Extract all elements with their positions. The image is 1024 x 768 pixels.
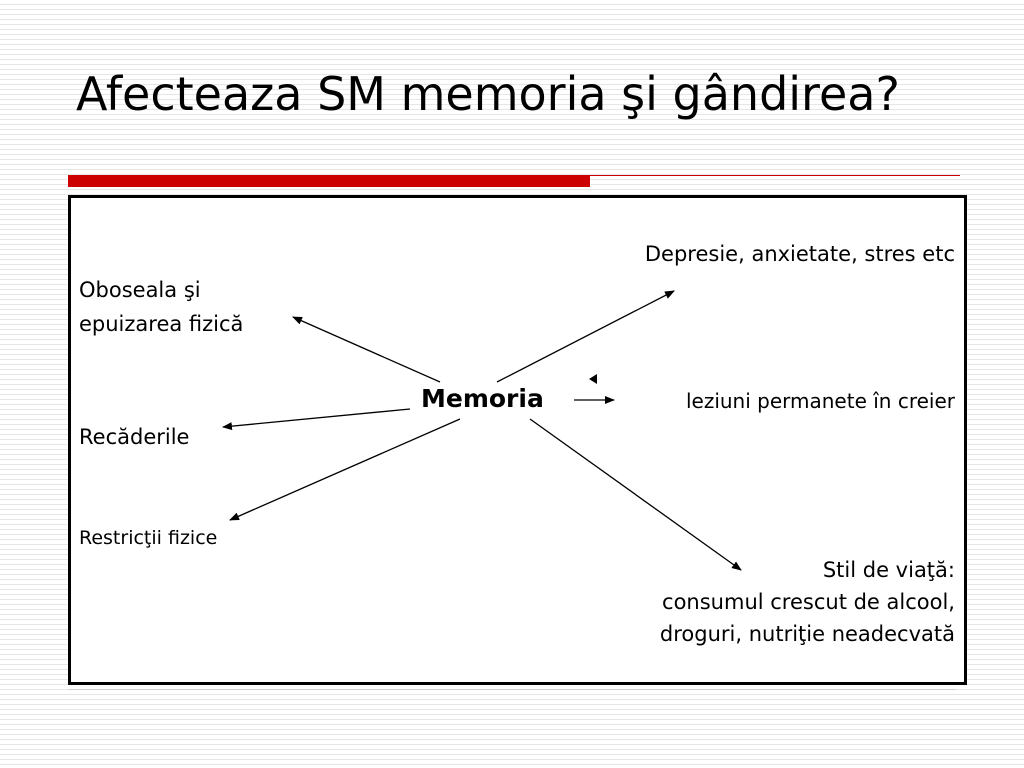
node-oboseala-line-1: Oboseala şi <box>79 278 201 302</box>
node-stil <box>560 554 955 650</box>
node-stil-line-1: Stil de viaţă: <box>822 558 955 582</box>
slide-title: Afecteaza SM memoria şi gândirea? <box>76 67 900 121</box>
center-node-memoria: Memoria <box>421 384 544 413</box>
node-recaderile: Recăderile <box>79 425 190 449</box>
node-depresie: Depresie, anxietate, stres etc <box>644 242 955 266</box>
node-leziuni: leziuni permanete în creier <box>685 389 955 413</box>
node-stil-line-2: consumul crescut de alcool, <box>662 590 955 614</box>
node-stil-line-3: droguri, nutriţie neadecvată <box>659 622 955 646</box>
title-accent-bar <box>68 175 590 187</box>
node-oboseala-line-2: epuizarea fizică <box>79 312 244 336</box>
node-restrictii: Restricţii fizice <box>79 527 218 549</box>
bottom-divider <box>68 689 956 690</box>
node-oboseala <box>79 273 243 341</box>
title-accent-line <box>590 175 960 176</box>
